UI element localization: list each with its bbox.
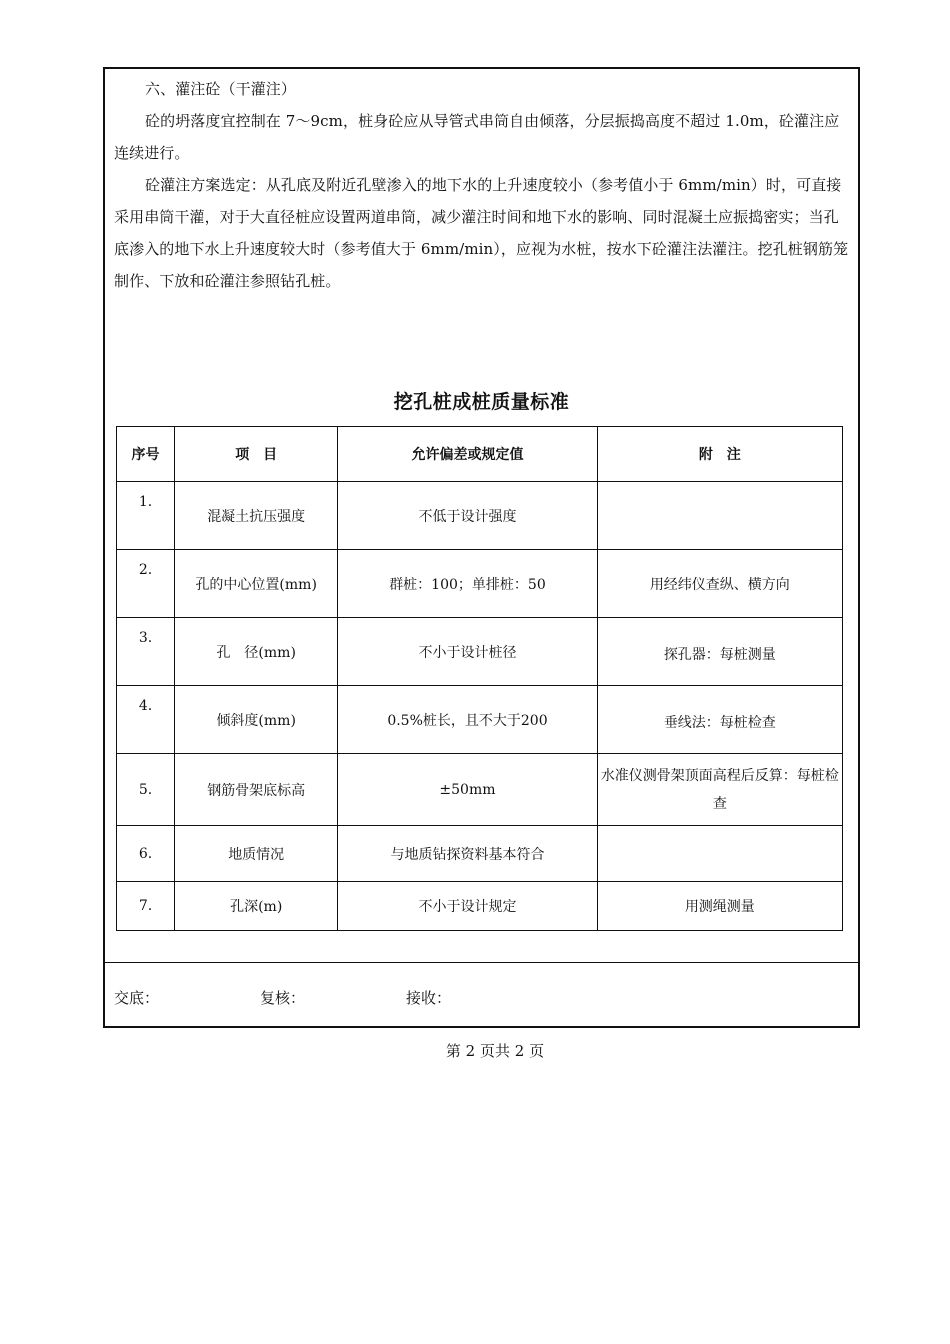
row-item: 孔深(m) xyxy=(175,882,338,931)
header-note: 附 注 xyxy=(597,427,842,482)
row-no: 1. xyxy=(117,482,175,550)
row-item: 地质情况 xyxy=(175,826,338,882)
scheme-paragraph-text: 砼灌注方案选定：从孔底及附近孔壁渗入的地下水的上升速度较小（参考值小于 6mm/min）时，可直接采用串筒干灌，对于大直径桩应设置两道串筒，减少灌注时间和地下水的影响、同时混凝土应振捣密实；当孔底渗入的地下水上升速度较大时（参考值大于 6mm/min），应视为水桩，按水下砼灌注法灌注。挖孔桩钢筋笼制作、下放和砼灌注参照钻孔桩。 xyxy=(114,176,849,290)
row-note: 用测绳测量 xyxy=(597,882,842,931)
row-item: 孔的中心位置(mm) xyxy=(175,550,338,618)
row-value: 群桩：100；单排桩：50 xyxy=(338,550,597,618)
row-no: 3. xyxy=(117,618,175,686)
table-row xyxy=(117,826,843,882)
scheme-paragraph xyxy=(114,169,852,297)
row-item: 钢筋骨架底标高 xyxy=(175,754,338,826)
row-no: 2. xyxy=(117,550,175,618)
slump-paragraph xyxy=(114,105,852,169)
section-heading: 六、灌注砼（干灌注） xyxy=(145,80,297,98)
row-item: 混凝土抗压强度 xyxy=(175,482,338,550)
header-item: 项 目 xyxy=(175,427,338,482)
document-frame xyxy=(103,67,860,1028)
table-row xyxy=(117,618,843,686)
row-no: 4. xyxy=(117,686,175,754)
row-note: 水准仪测骨架顶面高程后反算：每桩检查 xyxy=(597,754,842,826)
table-row xyxy=(117,550,843,618)
row-value: 与地质钻探资料基本符合 xyxy=(338,826,597,882)
table-row xyxy=(117,482,843,550)
signoff-row xyxy=(114,987,451,1008)
row-value: 不低于设计强度 xyxy=(338,482,597,550)
content-area xyxy=(105,69,858,963)
row-note: 探孔器：每桩测量 xyxy=(597,618,842,686)
page-number: 第 2 页共 2 页 xyxy=(445,1042,545,1060)
row-note xyxy=(597,482,842,550)
row-no: 5. xyxy=(117,754,175,826)
row-value: 0.5%桩长，且不大于200 xyxy=(338,686,597,754)
header-no: 序号 xyxy=(117,427,175,482)
table-row xyxy=(117,882,843,931)
slump-paragraph-text: 砼的坍落度宜控制在 7～9cm，桩身砼应从导管式串筒自由倾落，分层振捣高度不超过 1.0m，砼灌注应连续进行。 xyxy=(114,112,840,162)
row-no: 7. xyxy=(117,882,175,931)
review-label: 复核： xyxy=(260,989,306,1007)
row-item: 倾斜度(mm) xyxy=(175,686,338,754)
row-value: 不小于设计规定 xyxy=(338,882,597,931)
row-item: 孔 径(mm) xyxy=(175,618,338,686)
table-title: 挖孔桩成桩质量标准 xyxy=(393,391,570,413)
row-value: ±50mm xyxy=(338,754,597,826)
handover-label: 交底： xyxy=(114,989,160,1007)
header-value: 允许偏差或规定值 xyxy=(338,427,597,482)
table-header-row xyxy=(117,427,843,482)
receive-label: 接收： xyxy=(406,989,452,1007)
row-note xyxy=(597,826,842,882)
table-row xyxy=(117,754,843,826)
row-note: 用经纬仪查纵、横方向 xyxy=(597,550,842,618)
row-value: 不小于设计桩径 xyxy=(338,618,597,686)
quality-standard-table xyxy=(116,426,843,931)
row-no: 6. xyxy=(117,826,175,882)
table-row xyxy=(117,686,843,754)
row-note: 垂线法：每桩检查 xyxy=(597,686,842,754)
